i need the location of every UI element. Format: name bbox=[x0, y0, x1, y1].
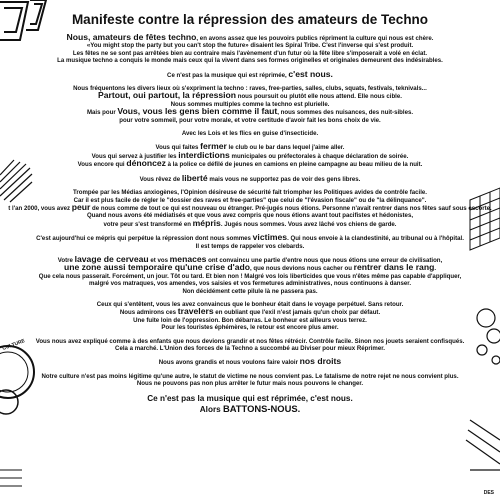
emphasis-text: Nous, amateurs de fêtes techno bbox=[66, 32, 197, 42]
paragraph-travelers: Ceux qui s'entêtent, vous les avez convaincus que le bonheur était dans le voyage perpétuel. Sans retour. Nous admirons ces travelers en oubliant que l'exil n'est jamais qu'un choix par défaut. Une fuite loin de l'oppression. Bon débarras. Le bonheur est ailleurs vous terrez. Pour les touristes éphémères, le retour est encore plus amer. bbox=[96, 300, 404, 332]
right-grid-shape bbox=[470, 188, 500, 250]
bottom-right-lines bbox=[466, 420, 500, 470]
paragraph-victims: C'est aujourd'hui ce mépris qui perpétue la répression dont nous sommes victimes. Qui nous envoie à la clandestinité, au tribunal ou à l'hôpital. Il est temps de rappeler vos clebards. bbox=[36, 232, 464, 250]
paragraph-media: Trompée par les Médias anxiogènes, l'Opinion désireuse de sécurité fait triompher les Politiques avides de contrôle facile. Car il est plus facile de régler le "dossier des raves et free-parties" que celui de "l'évasion fiscale" ou de "la délinquance". t l'an 2000, vous avez peur de nous comme de tout ce qui est nouveau ou étranger. Pré-jugés nous étions. Personne n'avait rentrer dans nos fêtes sauf sous escorte. Quand nous avons été médiatisés et que vous avez compris que nous étions avant tout pacifistes et hédonistes, votre peur s'est transformé en mépris. Jugés nous sommes. Vous avez lâché vos chiens de garde. bbox=[8, 189, 492, 228]
paragraph-freedom: Vous rêvez de liberté mais vous ne supportez pas de voir des gens libres. bbox=[139, 172, 361, 183]
left-badge-label: CULTURE bbox=[1, 338, 26, 352]
battle-cry: BATTONS-NOUS. bbox=[222, 402, 301, 414]
left-diagonal-stripes bbox=[0, 160, 32, 202]
paragraph-children: Vous nous avez expliqué comme à des enfants que nous devions grandir et nos fêtes rétrécir. Contrôle facile. Sinon nos jouets seraient confisqués. Cela a marché. L'Union des forces de la Techno a succombé au Diviser pour mieux Réprimer. bbox=[35, 337, 465, 352]
paragraph-rights: Nous avons grandis et nous voulons faire valoir nos droits bbox=[158, 356, 342, 367]
page-title: Manifeste contre la répression des amateurs de Techno bbox=[71, 12, 429, 27]
left-circle-badge bbox=[0, 346, 34, 414]
paragraph-accusations: Vous qui faites fermer le club ou le bar dans lequel j'aime aller. Vous qui servez à justifier les interdictions municipales ou préfectorales à chaque déclaration de soirée. Vous encore qui dénoncez à la police ce défilé de jeunes en camions en pleine campagne au beau milieu de la nuit. bbox=[77, 141, 423, 169]
emphasis-text: c'est nous. bbox=[288, 68, 333, 79]
paragraph-intro: Nous, amateurs de fêtes techno, en avons assez que les pouvoirs publics répriment la culture qui nous est chère. «You might stop the party but you can't stop the future» disaient les Spiral Tribe. C'est l'inverse qui s'est produit. Les fêtes ne se sont pas arrêtées bien au contraire mais l'avènement d'un futur où la fête libre s'imposerait a volé en éclat. La musique techno a conquis le monde mais ceux qui la vivent dans ses formes originelles et originales demeurent des indésirables. bbox=[57, 32, 443, 65]
right-bubbles bbox=[477, 309, 500, 364]
paragraph-brainwash: Votre lavage de cerveau et vos menaces ont convaincu une partie d'entre nous que nous étions une erreur de civilisation, une zone aussi temporaire qu'une crise d'ado, que nous devions nous cacher ou rentrer dans le rang. Que cela nous passerait. Forcément, un jour. Tôt ou tard. Et bien non ! Malgré vos lois liberticides que vous n'êtes même pas capable d'appliquer, malgré vos matraques, vos amendes, vos saisies et vos fermetures administratives, nous continuons à danser. Non décidément cette pilule là ne passera pas. bbox=[38, 253, 462, 295]
closing-statement: Ce n'est pas la musique qui est réprimée, c'est nous. Alors BATTONS-NOUS. bbox=[147, 393, 353, 414]
bottom-left-lines bbox=[0, 470, 22, 486]
manifesto-document bbox=[8, 8, 492, 415]
corner-label: DES bbox=[483, 490, 494, 496]
paragraph-legitimacy: Notre culture n'est pas moins légitime qu'une autre, le statut de victime ne nous convient pas. Le fatalisme de notre rejet ne nous convient plus. Nous ne pouvons pas non plus arrêter le futur mais nous pouvons le changer. bbox=[41, 372, 459, 388]
paragraph-venues: Nous fréquentons les divers lieux où s'expriment la techno : raves, free-parties, salles, clubs, squats, festivals, teknivals... Partout, oui partout, la répression nous poursuit ou plutôt elle nous attend. Elle nous cible. Nous sommes multiples comme la techno est plurielle. Mais pour Vous, vous les gens bien comme il faut, nous sommes des nuisances, des nuit-sibles. pour votre sommeil, pour votre morale, et votre certitude d'avoir fait les bons choix de vie. bbox=[73, 85, 427, 124]
paragraph-insecticide: Avec les Lois et les flics en guise d'insecticide. bbox=[181, 130, 319, 138]
paragraph-repression: Ce n'est pas la musique qui est réprimée, c'est nous. bbox=[167, 68, 333, 79]
